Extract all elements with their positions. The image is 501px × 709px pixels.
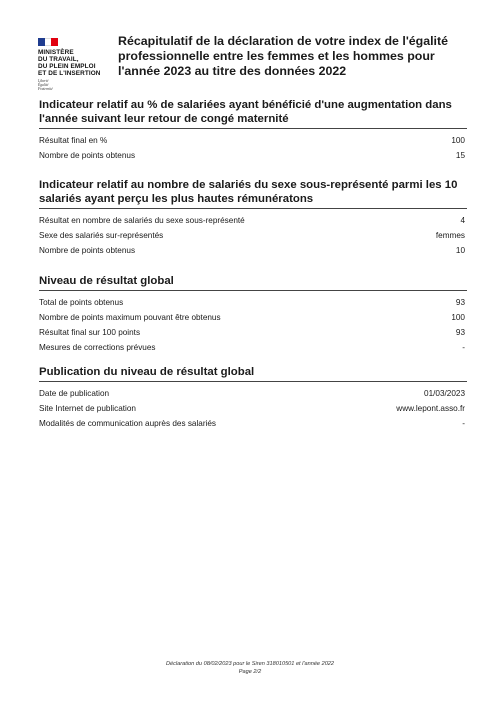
motto-line: Liberté bbox=[38, 79, 49, 83]
data-row bbox=[39, 386, 467, 401]
row-value: 93 bbox=[455, 298, 465, 307]
ministry-line: DU PLEIN EMPLOI bbox=[38, 63, 96, 70]
row-value: 100 bbox=[451, 313, 465, 322]
section-publication bbox=[39, 365, 467, 431]
page-footer bbox=[100, 660, 400, 676]
section-title: Indicateur relatif au nombre de salariés du sexe sous-représenté parmi les 10 salariés ayant perçu les plus hautes rémunératons bbox=[39, 178, 467, 209]
row-label: Résultat final en % bbox=[39, 136, 108, 145]
section-rows bbox=[39, 295, 467, 355]
motto-line: Égalité bbox=[38, 83, 49, 87]
footer-page-number: Page 2/2 bbox=[238, 669, 262, 675]
data-row bbox=[39, 340, 467, 355]
footer-declaration: Déclaration du 08/02/2023 pour le Siren 318010501 et l'année 2022 bbox=[165, 661, 335, 667]
ministry-line: MINISTÈRE bbox=[38, 49, 74, 56]
row-value: femmes bbox=[435, 231, 465, 240]
row-label: Modalités de communication auprès des salariés bbox=[39, 419, 217, 428]
row-label: Sexe des salariés sur-représentés bbox=[39, 231, 164, 240]
row-label: Nombre de points obtenus bbox=[39, 151, 136, 160]
row-label: Nombre de points maximum pouvant être obtenus bbox=[39, 313, 221, 322]
data-row bbox=[39, 228, 467, 243]
data-row bbox=[39, 295, 467, 310]
row-label: Total de points obtenus bbox=[39, 298, 124, 307]
section-title: Niveau de résultat global bbox=[39, 274, 467, 291]
row-value: 93 bbox=[455, 328, 465, 337]
section-title: Indicateur relatif au % de salariées ayant bénéficié d'une augmentation dans l'année suivant leur retour de congé maternité bbox=[39, 98, 467, 129]
section-rows bbox=[39, 213, 467, 258]
row-value: - bbox=[462, 343, 465, 352]
ministry-name bbox=[38, 49, 110, 77]
section-top-salaries-indicator bbox=[39, 178, 467, 258]
data-row bbox=[39, 148, 467, 163]
data-row bbox=[39, 133, 467, 148]
row-value: www.lepont.asso.fr bbox=[396, 404, 465, 413]
data-row bbox=[39, 401, 467, 416]
row-label: Site Internet de publication bbox=[39, 404, 136, 413]
document-title: Récapitulatif de la déclaration de votre index de l'égalité professionnelle entre les femmes et les hommes pour l'année 2023 au titre des données 2022 bbox=[118, 34, 449, 78]
republic-motto bbox=[38, 79, 110, 91]
ministry-line: DU TRAVAIL, bbox=[38, 56, 79, 63]
row-value: 4 bbox=[460, 216, 465, 225]
french-flag-icon bbox=[38, 38, 58, 46]
section-maternity-indicator bbox=[39, 98, 467, 163]
row-label: Résultat final sur 100 points bbox=[39, 328, 141, 337]
row-value: 10 bbox=[455, 246, 465, 255]
ministry-logo bbox=[38, 38, 110, 91]
row-label: Nombre de points obtenus bbox=[39, 246, 136, 255]
section-rows bbox=[39, 386, 467, 431]
row-value: - bbox=[462, 419, 465, 428]
section-global-result bbox=[39, 274, 467, 355]
data-row bbox=[39, 416, 467, 431]
data-row bbox=[39, 213, 467, 228]
section-title: Publication du niveau de résultat global bbox=[39, 365, 467, 382]
data-row bbox=[39, 310, 467, 325]
row-value: 100 bbox=[451, 136, 465, 145]
data-row bbox=[39, 243, 467, 258]
row-label: Résultat en nombre de salariés du sexe sous-représenté bbox=[39, 216, 245, 225]
row-value: 01/03/2023 bbox=[424, 389, 465, 398]
section-rows bbox=[39, 133, 467, 163]
row-label: Date de publication bbox=[39, 389, 110, 398]
motto-line: Fraternité bbox=[38, 87, 53, 91]
row-label: Mesures de corrections prévues bbox=[39, 343, 156, 352]
row-value: 15 bbox=[455, 151, 465, 160]
ministry-line: ET DE L'INSERTION bbox=[38, 70, 101, 77]
data-row bbox=[39, 325, 467, 340]
